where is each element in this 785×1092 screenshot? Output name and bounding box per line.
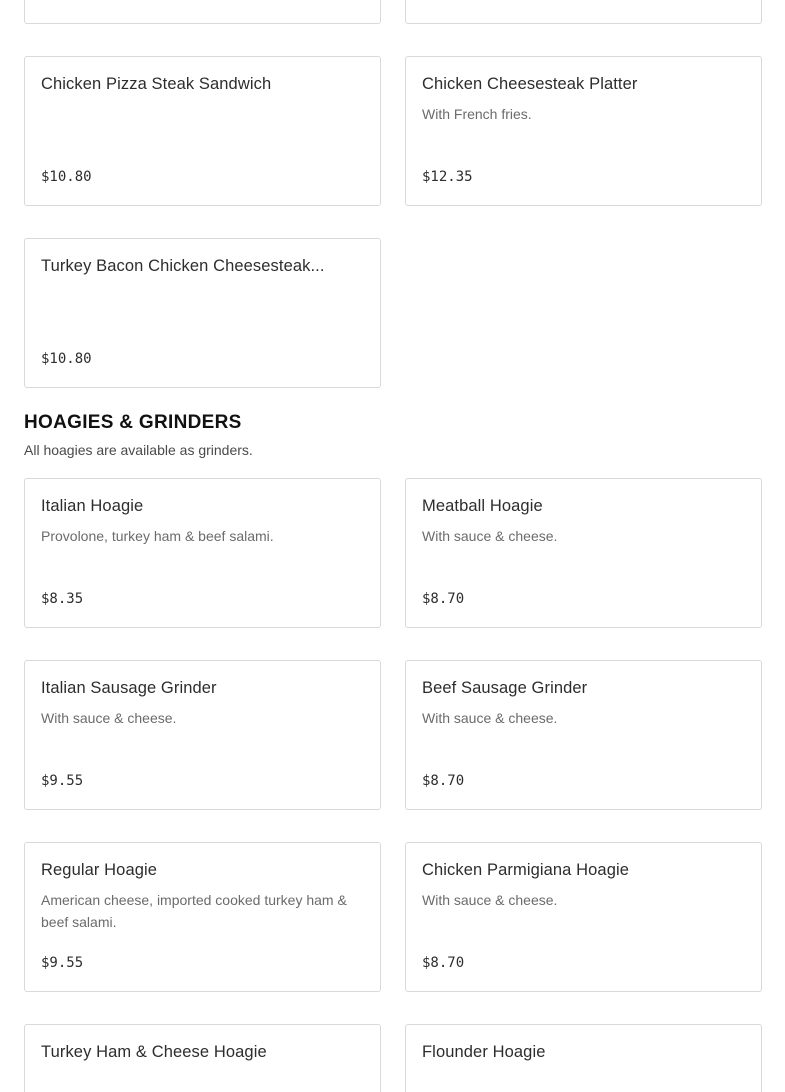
menu-item-card[interactable] — [24, 0, 381, 24]
menu-item-card[interactable] — [405, 842, 762, 992]
item-description: With sauce & cheese. — [422, 528, 558, 544]
item-description: With French fries. — [422, 106, 532, 122]
item-price: $8.70 — [422, 773, 465, 789]
menu-item-card[interactable] — [24, 660, 381, 810]
item-price: $9.55 — [41, 773, 84, 789]
item-price: $8.70 — [422, 591, 465, 607]
item-name: Meatball Hoagie — [422, 497, 543, 515]
menu-item-card[interactable] — [405, 660, 762, 810]
item-price: $8.70 — [422, 955, 465, 971]
item-name: Italian Hoagie — [41, 497, 144, 515]
menu-item-card[interactable] — [24, 238, 381, 388]
section-title: HOAGIES & GRINDERS — [24, 412, 242, 433]
item-description: Provolone, turkey ham & beef salami. — [41, 528, 274, 544]
menu-item-card[interactable] — [405, 0, 762, 24]
item-price: $10.80 — [41, 351, 92, 367]
item-price: $9.55 — [41, 955, 84, 971]
item-description: With sauce & cheese. — [422, 710, 558, 726]
menu-item-card[interactable] — [24, 1024, 381, 1092]
item-price: $12.35 — [422, 169, 473, 185]
item-description: With sauce & cheese. — [422, 892, 558, 908]
item-name: Flounder Hoagie — [422, 1043, 546, 1061]
item-name: Chicken Parmigiana Hoagie — [422, 861, 630, 879]
menu-item-card[interactable] — [405, 478, 762, 628]
item-name: Turkey Bacon Chicken Cheesesteak... — [41, 257, 325, 275]
item-description: With sauce & cheese. — [41, 710, 177, 726]
menu-item-card[interactable] — [405, 1024, 762, 1092]
item-description: American cheese, imported cooked turkey ham & beef salami. — [41, 892, 347, 930]
item-name: Chicken Pizza Steak Sandwich — [41, 75, 272, 93]
item-name: Beef Sausage Grinder — [422, 679, 588, 697]
section-subtitle: All hoagies are available as grinders. — [24, 442, 253, 458]
item-name: Italian Sausage Grinder — [41, 679, 217, 697]
menu-item-card[interactable] — [405, 56, 762, 206]
item-price: $10.80 — [41, 169, 92, 185]
item-name: Turkey Ham & Cheese Hoagie — [41, 1043, 267, 1061]
menu-item-card[interactable] — [24, 478, 381, 628]
menu-item-card[interactable] — [24, 842, 381, 992]
item-name: Regular Hoagie — [41, 861, 158, 879]
menu-item-card[interactable] — [24, 56, 381, 206]
item-price: $8.35 — [41, 591, 84, 607]
item-name: Chicken Cheesesteak Platter — [422, 75, 638, 93]
